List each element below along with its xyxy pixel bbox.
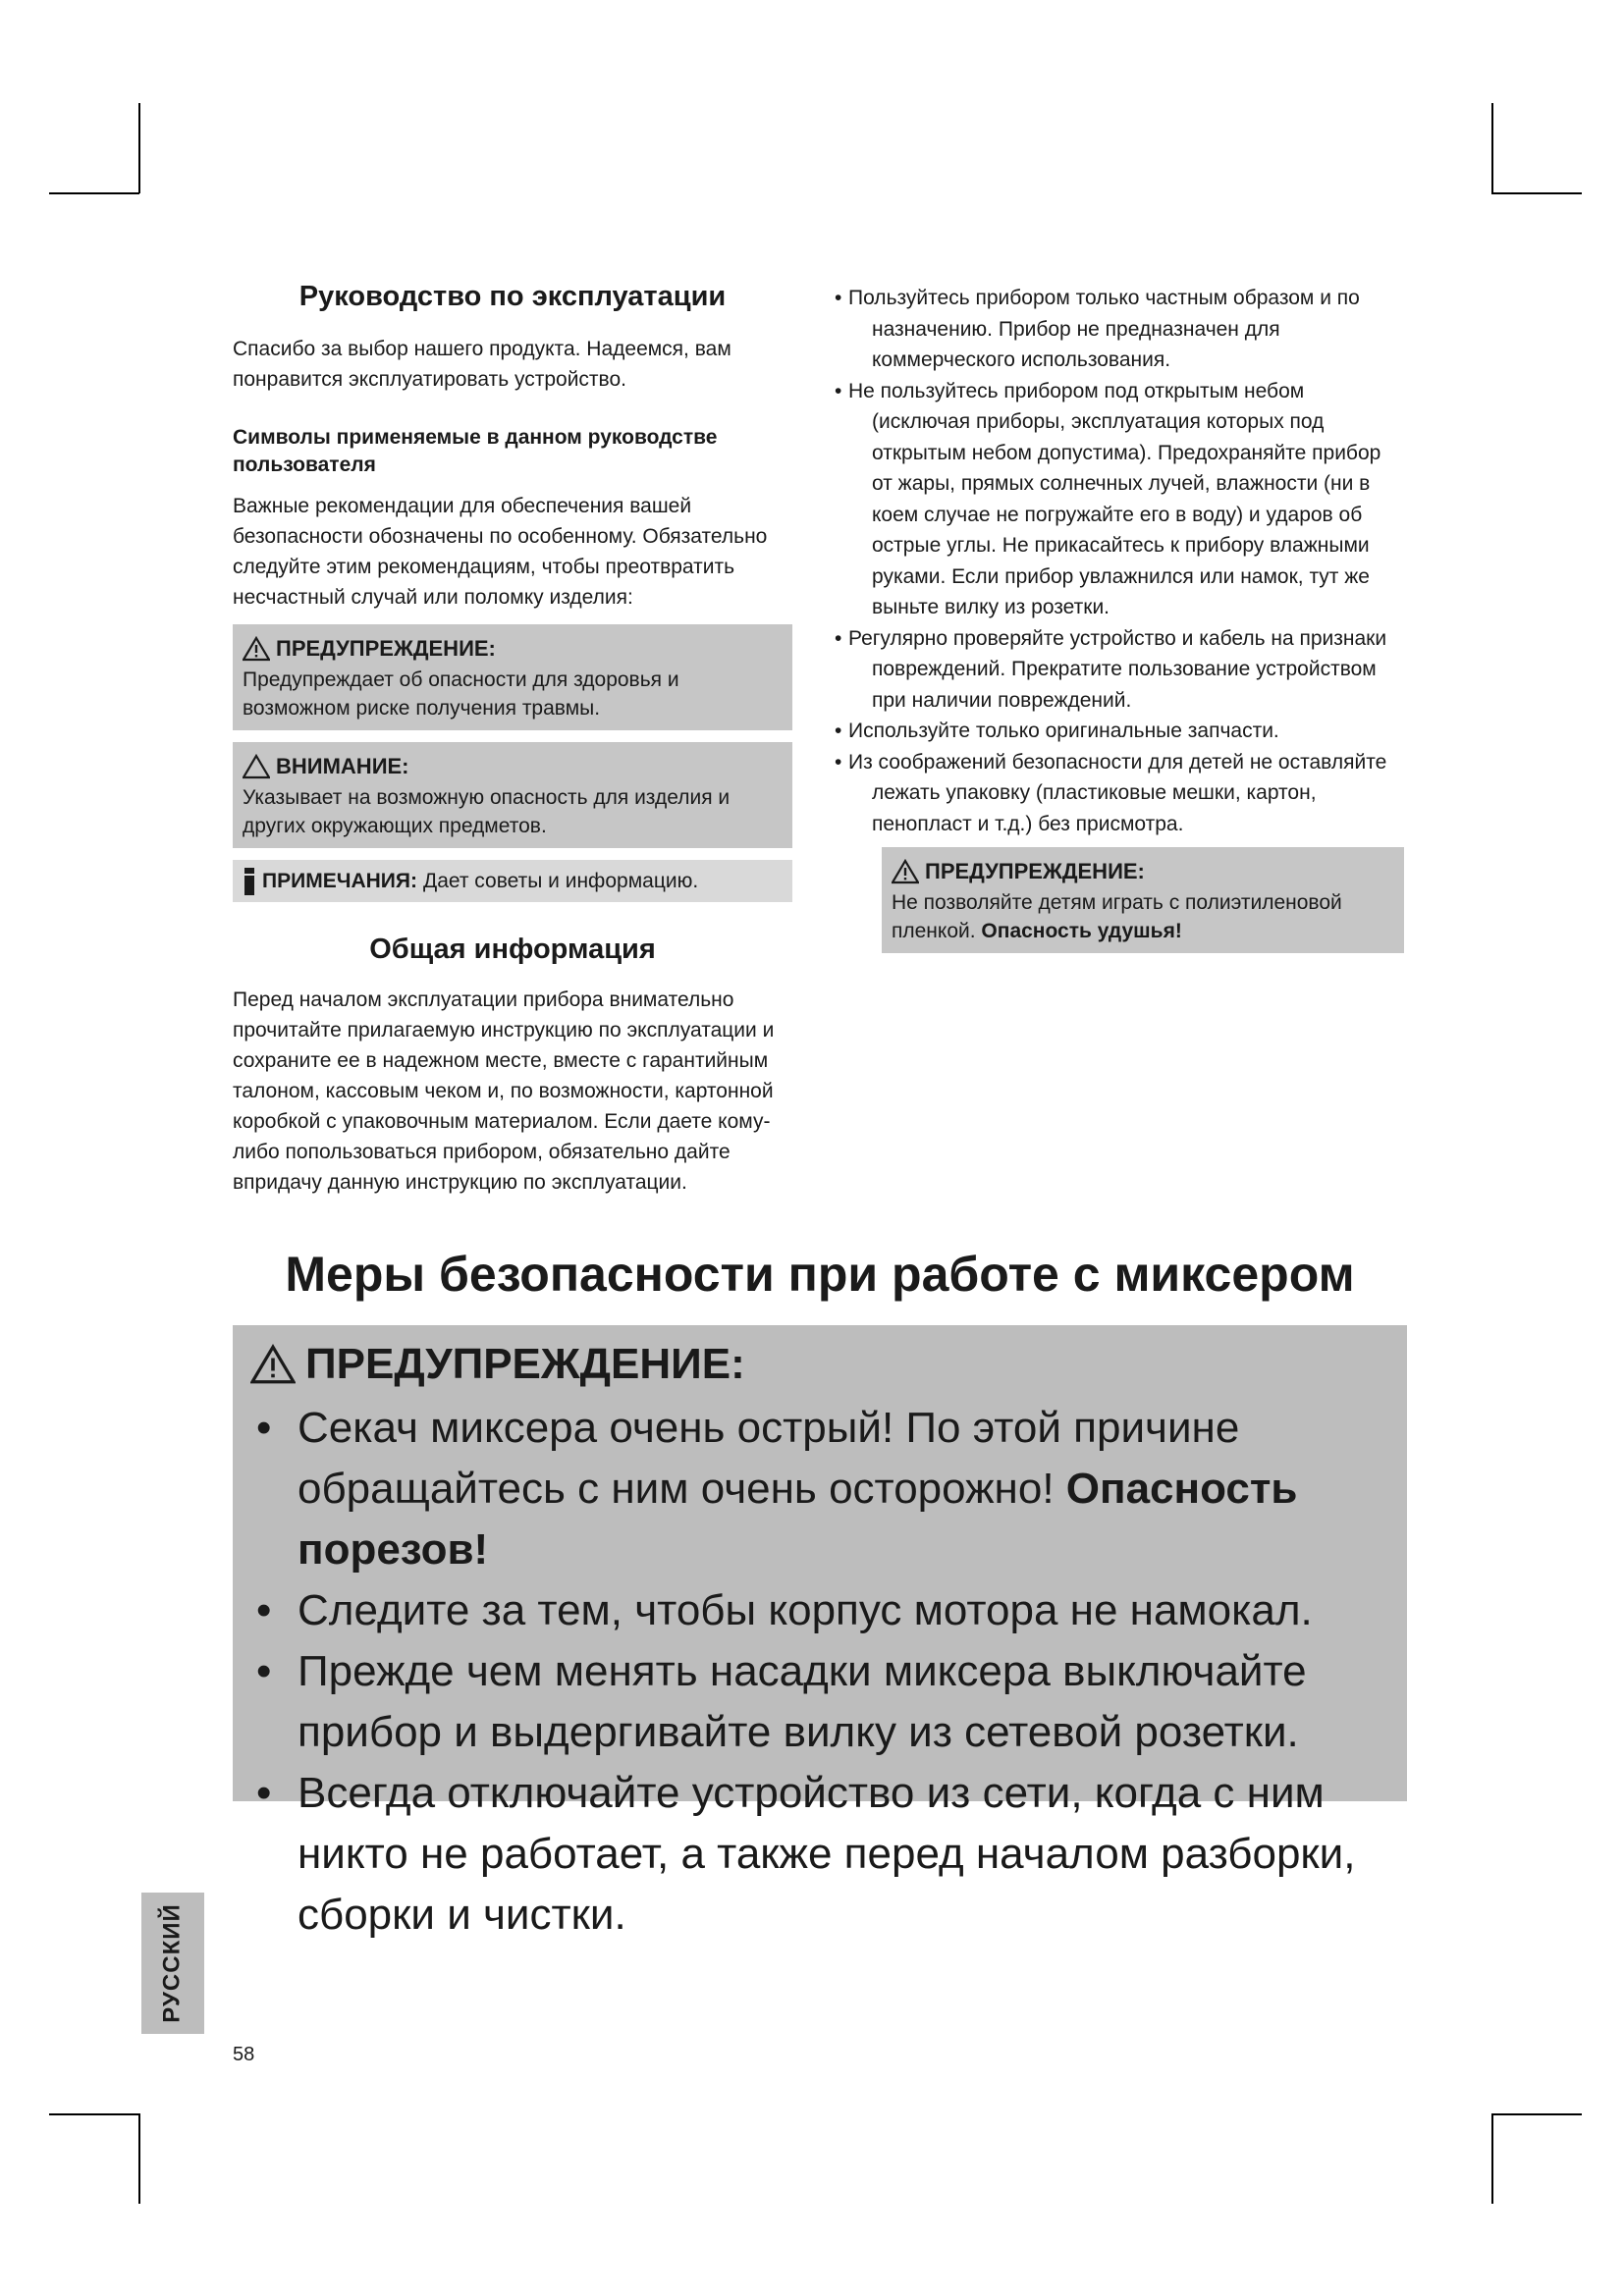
- left-column: [233, 277, 792, 1198]
- note-box-label: ПРИМЕЧАНИЯ:: [262, 870, 417, 892]
- children-warning-bold: Опасность удушья!: [981, 920, 1182, 942]
- list-item: • Всегда отключайте устройство из сети, когда с ним никто не работает, а также перед началом разборки, сборки и чистки.: [250, 1763, 1389, 1946]
- note-box-text: Дает советы и информацию.: [422, 870, 699, 892]
- crop-mark: [1491, 192, 1582, 194]
- list-item: • Пользуйтесь прибором только частным образом и по назначению. Прибор не предназначен для коммерческого использования.: [835, 283, 1406, 376]
- mixer-item-1-bold: Опасность порезов!: [298, 1465, 1298, 1574]
- crop-mark: [138, 2113, 140, 2204]
- children-warning-title: ПРЕДУПРЕЖДЕНИЕ:: [925, 859, 1145, 883]
- page-number: 58: [233, 2044, 255, 2065]
- crop-mark: [1491, 103, 1493, 193]
- safety-bullet-list: [835, 283, 1406, 839]
- mixer-safety-title: Меры безопасности при работе с миксером: [285, 1247, 1355, 1302]
- general-info-text: Перед началом эксплуатации прибора внимательно прочитайте прилагаемую инструкцию по эксплуатации и сохраните ее в надежном месте, вместе с гарантийным талоном, кассовым чеком и, по возможности, картонной коробкой с упаковочным материалом. Если даете кому-либо попользоваться прибором, обязательно дайте впридачу данную инструкцию по эксплуатации.: [233, 988, 775, 1194]
- caution-box-title: ВНИМАНИЕ:: [276, 754, 409, 778]
- mixer-warning-title: ПРЕДУПРЕЖДЕНИЕ:: [305, 1340, 745, 1388]
- symbols-text: Важные рекомендации для обеспечения вашей безопасности обозначены по особенному. Обязательно следуйте этим рекомендациям, чтобы преотвратить несчастный случай или поломку изделия:: [233, 495, 768, 609]
- manual-title: Руководство по эксплуатации: [298, 281, 727, 312]
- list-item: • Регулярно проверяйте устройство и кабель на признаки повреждений. Прекратите пользование устройством при наличии повреждений.: [835, 623, 1406, 717]
- mixer-warning-list: [250, 1398, 1389, 1946]
- caution-box-text: Указывает на возможную опасность для изделия и других окружающих предметов.: [243, 786, 731, 837]
- intro-text: Спасибо за выбор нашего продукта. Надеемся, вам понравится эксплуатировать устройство.: [233, 338, 731, 391]
- warning-box-title: ПРЕДУПРЕЖДЕНИЕ:: [276, 636, 496, 661]
- warning-triangle-icon: [250, 1344, 296, 1385]
- crop-mark: [1491, 2113, 1493, 2204]
- mixer-warning-box: [233, 1325, 1407, 1939]
- general-info-title: Общая информация: [369, 934, 656, 965]
- symbols-heading: Символы применяемые в данном руководстве пользователя: [233, 426, 718, 476]
- list-item: • Используйте только оригинальные запчасти.: [835, 716, 1406, 747]
- right-column: [835, 283, 1406, 953]
- crop-mark: [49, 2113, 139, 2115]
- caution-box: [233, 742, 792, 848]
- warning-triangle-icon: [243, 636, 270, 662]
- list-item: • Прежде чем менять насадки миксера выключайте прибор и выдергивайте вилку из сетевой розетки.: [250, 1641, 1389, 1763]
- children-warning-text: Не позволяйте детям играть с полиэтиленовой пленкой.: [892, 891, 1342, 942]
- warning-triangle-icon: [892, 859, 919, 884]
- info-icon: [243, 867, 256, 896]
- warning-box: [233, 624, 792, 730]
- list-item: [250, 1398, 1389, 1580]
- children-warning-box: [882, 847, 1404, 953]
- list-item: • Из соображений безопасности для детей не оставляйте лежать упаковку (пластиковые мешки, картон, пенопласт и т.д.) без присмотра.: [835, 747, 1406, 840]
- list-item: • Не пользуйтесь прибором под открытым небом (исключая приборы, эксплуатация которых под открытым небом допустима). Предохраняйте прибор от жары, прямых солнечных лучей, влажности (ни в коем случае не погружайте его в воду) и ударов об острые углы. Не прикасайтесь к прибору влажными руками. Если прибор увлажнился или намок, тут же выньте вилку из розетки.: [835, 376, 1406, 623]
- crop-mark: [1491, 2113, 1582, 2115]
- crop-mark: [138, 103, 140, 193]
- note-box: [233, 860, 792, 902]
- mixer-item-1-text: Секач миксера очень острый! По этой причине обращайтесь с ним очень осторожно!: [298, 1404, 1240, 1513]
- list-item: • Следите за тем, чтобы корпус мотора не намокал.: [250, 1580, 1389, 1641]
- language-tab: [141, 1893, 204, 2034]
- crop-mark: [49, 192, 139, 194]
- language-tab-label: РУССКИЙ: [159, 1903, 186, 2023]
- caution-triangle-icon: [243, 754, 270, 779]
- warning-box-text: Предупреждает об опасности для здоровья и возможном риске получения травмы.: [243, 668, 679, 720]
